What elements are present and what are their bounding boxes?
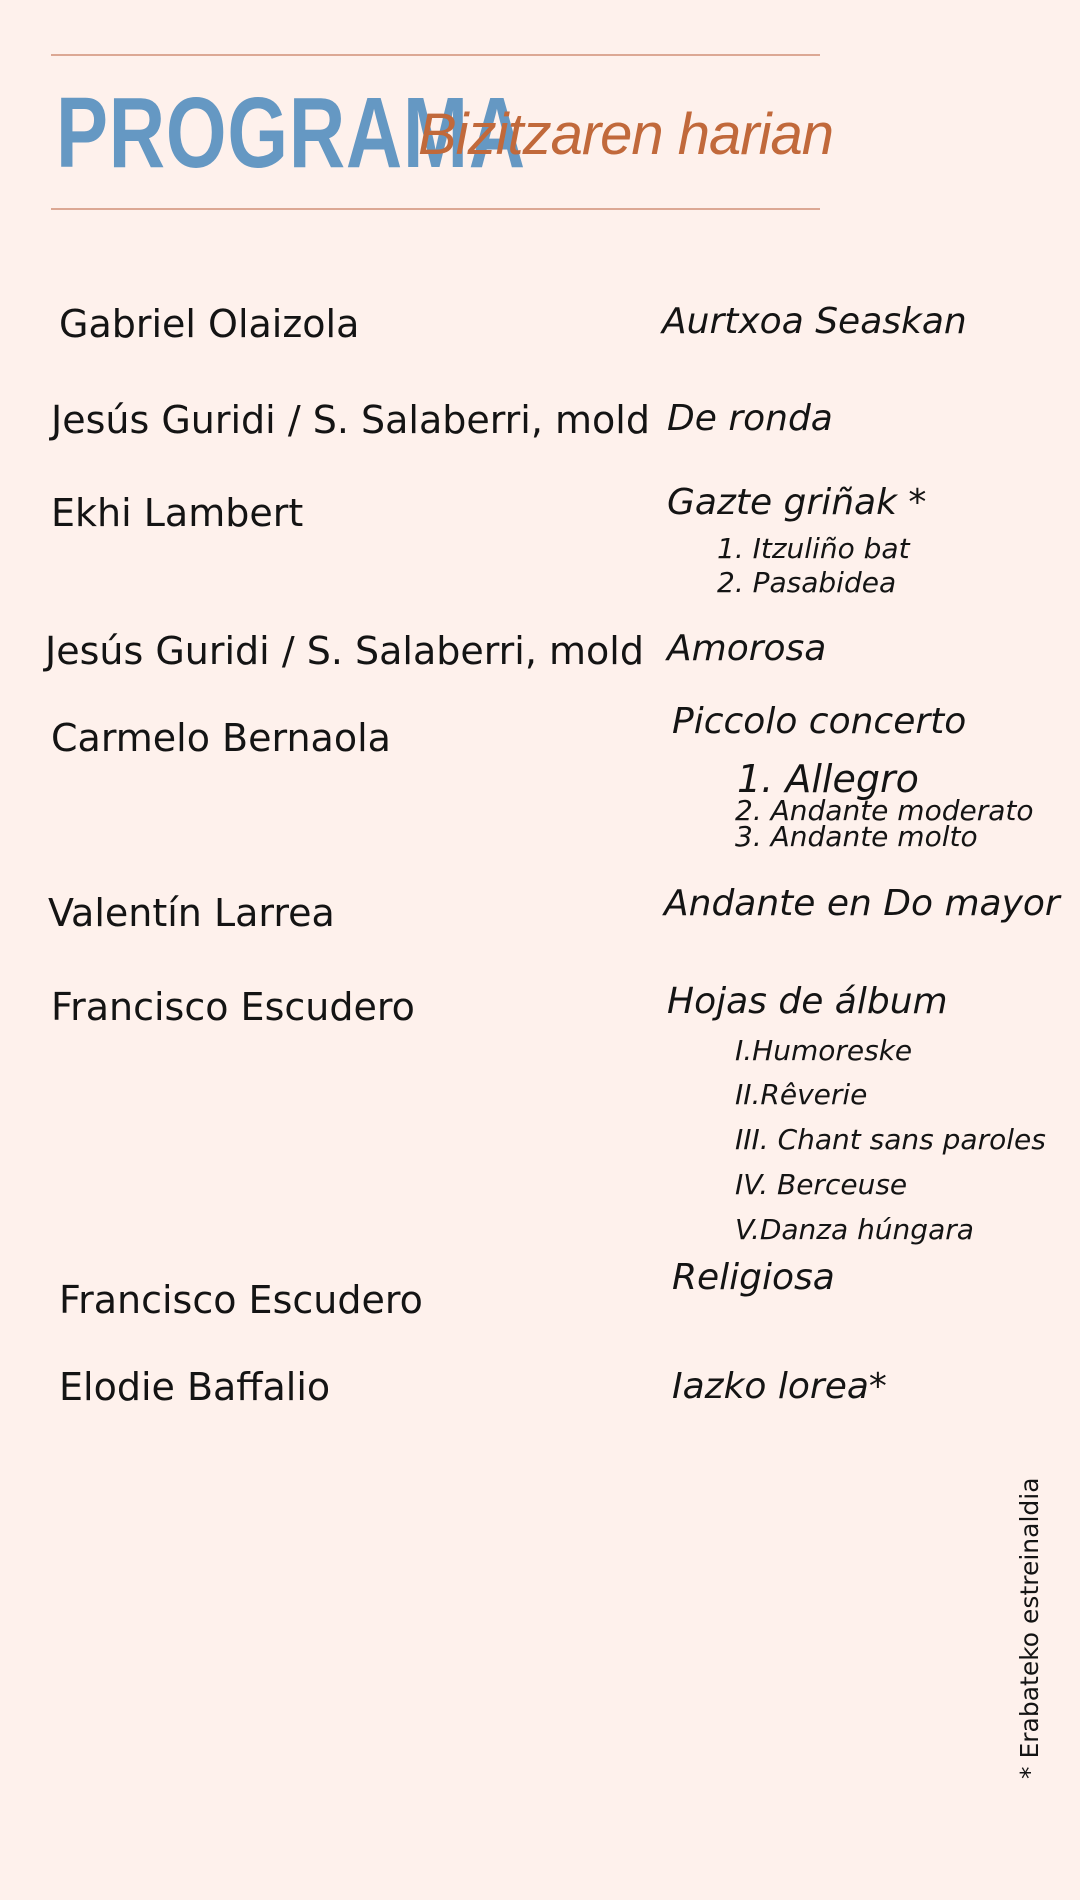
movement-item: 3. Andante molto [735, 820, 978, 853]
work-title: Gazte griñak * [667, 482, 927, 523]
composer-name: Valentín Larrea [48, 891, 335, 935]
page-subtitle: Bizitzaren harian [418, 102, 833, 167]
composer-name: Ekhi Lambert [51, 491, 304, 535]
work-title: Andante en Do mayor [664, 883, 1060, 924]
header-bottom-divider [51, 208, 820, 210]
work-title: Hojas de álbum [667, 981, 948, 1022]
movement-item: I.Humoreske [735, 1034, 913, 1067]
movement-item: IV. Berceuse [735, 1168, 908, 1201]
composer-name: Jesús Guridi / S. Salaberri, mold [45, 629, 644, 673]
movement-item: II.Rêverie [735, 1078, 868, 1111]
header-top-divider [51, 54, 820, 56]
work-title: Amorosa [667, 628, 827, 669]
work-title: De ronda [667, 398, 833, 439]
movement-item: 2. Pasabidea [717, 566, 897, 599]
composer-name: Carmelo Bernaola [51, 716, 391, 760]
movement-item: 1. Itzuliño bat [717, 532, 910, 565]
movement-item: 2. Andante moderato [735, 794, 1034, 827]
composer-name: Elodie Baffalio [59, 1365, 331, 1409]
composer-name: Francisco Escudero [59, 1278, 423, 1322]
composer-name: Jesús Guridi / S. Salaberri, mold [51, 398, 650, 442]
footnote-premiere: * Erabateko estreinaldia [1015, 1477, 1044, 1779]
composer-name: Gabriel Olaizola [59, 302, 360, 346]
movement-item: V.Danza húngara [735, 1213, 974, 1246]
work-title: Aurtxoa Seaskan [662, 301, 967, 342]
work-title: Piccolo concerto [672, 701, 967, 742]
movement-item: III. Chant sans paroles [735, 1123, 1046, 1156]
work-title: Iazko lorea* [672, 1366, 887, 1407]
composer-name: Francisco Escudero [51, 985, 415, 1029]
page-title: PROGRAMA [56, 77, 526, 189]
work-title: Religiosa [672, 1257, 835, 1298]
movement-item: 1. Allegro [737, 757, 919, 801]
